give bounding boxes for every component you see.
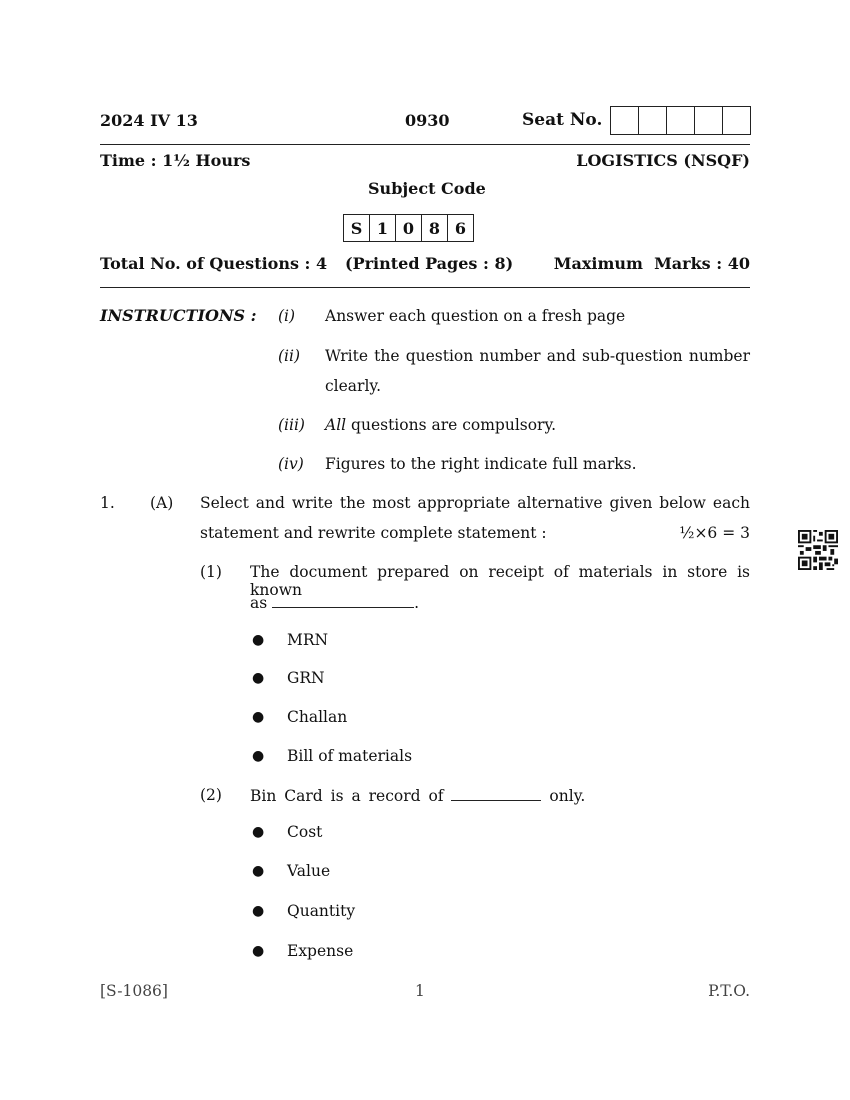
sub-question-text: The document prepared on receipt of materials in store is known (250, 563, 750, 599)
seat-box[interactable] (639, 107, 667, 134)
subject-code-digit: 6 (454, 218, 467, 238)
footer-paper-code: [S-1086] (100, 982, 168, 1000)
subject-code-digit: 8 (422, 215, 448, 241)
question-text-continued: statement and rewrite complete statement : (200, 524, 547, 542)
option-item: Value (287, 862, 331, 880)
qr-code-icon (798, 530, 838, 570)
option-item: Cost (287, 823, 323, 841)
seat-box[interactable] (723, 107, 750, 134)
sub-question-suffix: only. (549, 787, 586, 805)
instruction-number: (i) (278, 307, 296, 325)
bullet-icon: ● (252, 748, 265, 764)
option-item: Challan (287, 708, 348, 726)
seat-box[interactable] (611, 107, 639, 134)
subject-code-digit: 1 (370, 215, 396, 241)
instruction-number: (iv) (278, 455, 304, 473)
paper-code: 0930 (405, 111, 450, 130)
seat-no-boxes (610, 106, 751, 135)
sub-question-prefix: Bin Card is a record of (250, 787, 444, 805)
seat-box[interactable] (667, 107, 695, 134)
answer-blank (451, 786, 541, 801)
sub-question-text (250, 786, 585, 805)
time-allowed: Time : 1½ Hours (100, 151, 251, 170)
question-part: (A) (150, 494, 174, 512)
subject-code-digit: 0 (396, 215, 422, 241)
subject-code-label: Subject Code (368, 179, 486, 198)
subject-code-boxes (343, 214, 474, 242)
question-marks: ½×6 = 3 (679, 524, 750, 542)
answer-blank (272, 593, 414, 608)
instruction-text (325, 416, 556, 434)
sub-question-suffix: . (414, 594, 420, 612)
instruction-emphasis: All (325, 416, 347, 434)
footer-pto: P.T.O. (708, 982, 750, 1000)
instruction-text: Figures to the right indicate full marks. (325, 455, 637, 473)
option-item: Quantity (287, 902, 356, 920)
footer-page-number: 1 (415, 982, 425, 1000)
seat-box[interactable] (695, 107, 723, 134)
header-divider-top (100, 144, 750, 145)
option-item: Expense (287, 942, 354, 960)
question-text: Select and write the most appropriate alternative given below each (200, 494, 750, 512)
sub-question-number: (1) (200, 563, 222, 581)
option-item: GRN (287, 669, 325, 687)
bullet-icon: ● (252, 670, 265, 686)
instruction-rest: questions are compulsory. (346, 416, 557, 434)
bullet-icon: ● (252, 863, 265, 879)
bullet-icon: ● (252, 943, 265, 959)
bullet-icon: ● (252, 824, 265, 840)
sub-question-prefix: as (250, 594, 268, 612)
instruction-text-continued: clearly. (325, 377, 382, 395)
bullet-icon: ● (252, 709, 265, 725)
question-number: 1. (100, 494, 115, 512)
subject-code-digit: S (344, 215, 370, 241)
instructions-label: INSTRUCTIONS : (100, 306, 257, 325)
sub-question-text-continued (250, 593, 419, 612)
instruction-text: Write the question number and sub-question number (325, 347, 750, 365)
header-divider-bottom (100, 287, 750, 288)
maximum-marks: Maximum Marks : 40 (553, 254, 750, 273)
instruction-number: (ii) (278, 347, 301, 365)
total-questions: Total No. of Questions : 4 (100, 254, 328, 273)
bullet-icon: ● (252, 903, 265, 919)
sub-question-number: (2) (200, 786, 222, 804)
seat-no-label: Seat No. (522, 110, 603, 130)
option-item: MRN (287, 631, 329, 649)
subject-name: LOGISTICS (NSQF) (576, 151, 750, 170)
option-item: Bill of materials (287, 747, 413, 765)
printed-pages: (Printed Pages : 8) (345, 254, 514, 273)
exam-code: 2024 IV 13 (100, 111, 198, 130)
bullet-icon: ● (252, 632, 265, 648)
instruction-number: (iii) (278, 416, 305, 434)
instruction-text: Answer each question on a fresh page (325, 307, 626, 325)
